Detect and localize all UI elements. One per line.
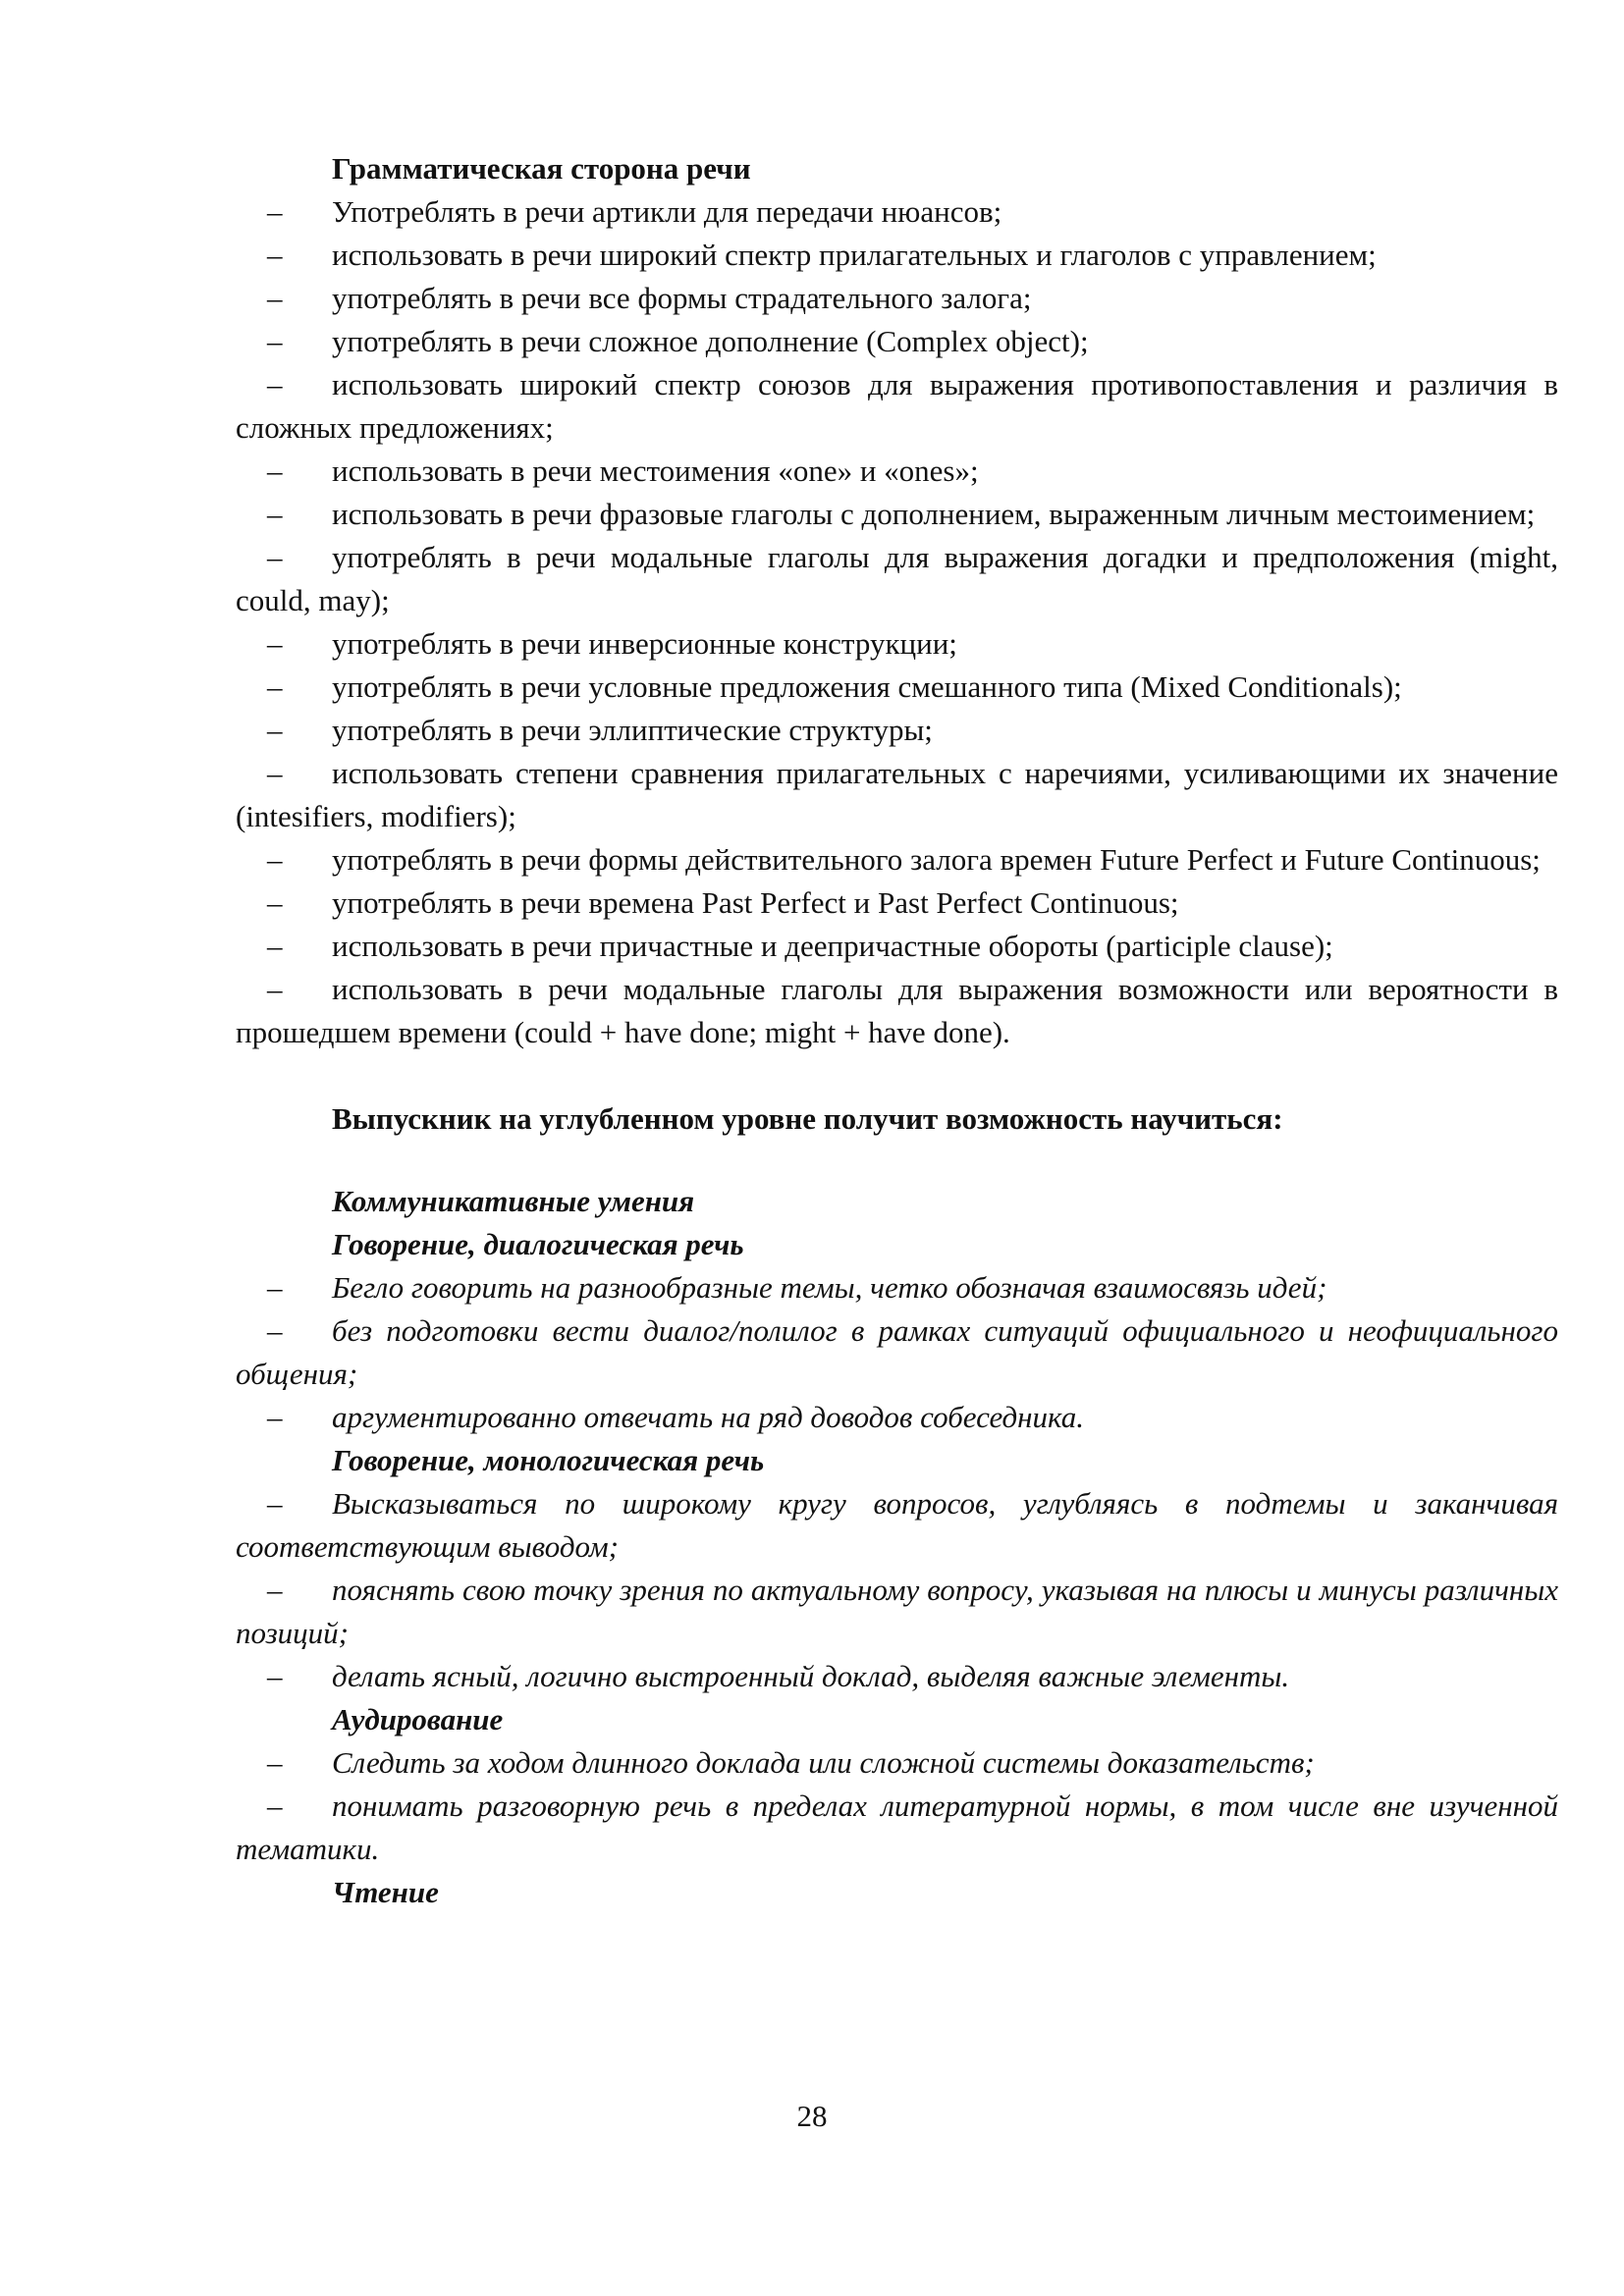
grammar-section-title: Грамматическая сторона речи (332, 151, 751, 186)
dash: – (267, 669, 283, 704)
dash: – (267, 1659, 283, 1693)
listening-item (236, 1785, 1558, 1871)
grammar-item (236, 536, 1558, 622)
dash: – (267, 454, 283, 488)
grammar-item (236, 363, 1558, 450)
grammar-item-text: употреблять в речи времена Past Perfect и Past Perfect Continuous; (332, 885, 1179, 920)
dash: – (267, 1745, 283, 1780)
dialogue-item-text: без подготовки вести диалог/полилог в рамках ситуаций официального и неофициального общения; (236, 1313, 1558, 1391)
monologue-item (236, 1482, 1558, 1569)
page-number: 28 (796, 2099, 828, 2133)
reading-title: Чтение (332, 1875, 439, 1909)
dash: – (267, 713, 283, 747)
listening-item (236, 1741, 1558, 1785)
dialogue-item (236, 1309, 1558, 1396)
grammar-item (236, 450, 1558, 493)
grammar-item (236, 622, 1558, 666)
grammar-item-text: употреблять в речи все формы страдательного залога; (332, 281, 1032, 315)
grammar-item (236, 838, 1558, 881)
dialogue-item (236, 1396, 1558, 1439)
monologue-item (236, 1569, 1558, 1655)
dash: – (267, 885, 283, 920)
grammar-item-text: употреблять в речи эллиптические структуры; (332, 713, 933, 747)
grammar-item (236, 493, 1558, 536)
dash: – (267, 1270, 283, 1305)
grammar-item-text: употреблять в речи сложное дополнение (Complex object); (332, 324, 1089, 358)
dash: – (267, 1313, 283, 1348)
dash: – (267, 367, 283, 401)
grammar-item-text: использовать в речи фразовые глаголы с дополнением, выраженным личным местоимением; (332, 497, 1536, 531)
grammar-item-text: использовать в речи широкий спектр прилагательных и глаголов с управлением; (332, 238, 1377, 272)
listening-title: Аудирование (332, 1702, 504, 1736)
dash: – (267, 194, 283, 229)
dash: – (267, 497, 283, 531)
communicative-skills-title: Коммуникативные умения (332, 1184, 695, 1218)
grammar-item-text: употреблять в речи формы действительного залога времен Future Perfect и Future Continuous; (332, 842, 1541, 877)
dash: – (267, 281, 283, 315)
dash: – (267, 238, 283, 272)
monologue-item-text: Высказываться по широкому кругу вопросов, углубляясь в подтемы и заканчивая соответствующим выводом; (236, 1486, 1558, 1564)
dialogue-item-text: Бегло говорить на разнообразные темы, четко обозначая взаимосвязь идей; (332, 1270, 1327, 1305)
grammar-item (236, 190, 1558, 234)
monologue-item-text: пояснять свою точку зрения по актуальному вопросу, указывая на плюсы и минусы различных позиций; (236, 1573, 1558, 1650)
dialogue-item-text: аргументированно отвечать на ряд доводов собеседника. (332, 1400, 1085, 1434)
dash: – (267, 540, 283, 574)
monologue-item-text: делать ясный, логично выстроенный доклад, выделяя важные элементы. (332, 1659, 1290, 1693)
dash: – (267, 756, 283, 790)
grammar-item-text: употреблять в речи модальные глаголы для выражения догадки и предположения (might, could, may); (236, 540, 1558, 617)
grammar-item-text: употреблять в речи условные предложения смешанного типа (Mixed Conditionals); (332, 669, 1402, 704)
listening-item-text: понимать разговорную речь в пределах литературной нормы, в том числе вне изученной тематики. (236, 1789, 1558, 1866)
grammar-item (236, 881, 1558, 925)
grammar-item-text: использовать в речи местоимения «one» и «ones»; (332, 454, 979, 488)
dash: – (267, 1486, 283, 1521)
dash: – (267, 1573, 283, 1607)
grammar-item-text: использовать в речи причастные и деепричастные обороты (participle clause); (332, 929, 1333, 963)
dash: – (267, 929, 283, 963)
grammar-item (236, 320, 1558, 363)
grammar-item (236, 666, 1558, 709)
dash: – (267, 842, 283, 877)
grammar-item-text: употреблять в речи инверсионные конструкции; (332, 626, 957, 661)
dialogue-item (236, 1266, 1558, 1309)
dialogue-title: Говорение, диалогическая речь (332, 1227, 744, 1261)
grammar-item (236, 925, 1558, 968)
grammar-item (236, 709, 1558, 752)
dash: – (267, 972, 283, 1006)
dash: – (267, 1400, 283, 1434)
grammar-item-text: использовать в речи модальные глаголы для выражения возможности или вероятности в прошедшем времени (could + have done; might + have done). (236, 972, 1558, 1049)
monologue-item (236, 1655, 1558, 1698)
grammar-item-text: Употреблять в речи артикли для передачи нюансов; (332, 194, 1002, 229)
advanced-section-title: Выпускник на углубленном уровне получит возможность научиться: (332, 1101, 1283, 1136)
grammar-item (236, 277, 1558, 320)
grammar-item (236, 752, 1558, 838)
grammar-item (236, 234, 1558, 277)
listening-item-text: Следить за ходом длинного доклада или сложной системы доказательств; (332, 1745, 1315, 1780)
grammar-item-text: использовать широкий спектр союзов для выражения противопоставления и различия в сложных предложениях; (236, 367, 1558, 445)
monologue-title: Говорение, монологическая речь (332, 1443, 765, 1477)
document-page (236, 147, 1558, 1914)
dash: – (267, 1789, 283, 1823)
grammar-item-text: использовать степени сравнения прилагательных с наречиями, усиливающими их значение (intesifiers, modifiers); (236, 756, 1558, 833)
dash: – (267, 626, 283, 661)
grammar-item (236, 968, 1558, 1054)
dash: – (267, 324, 283, 358)
